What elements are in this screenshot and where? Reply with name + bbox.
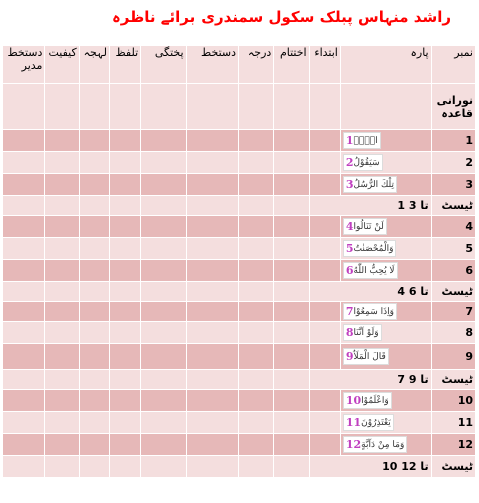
row-number: 4 [431,216,475,238]
empty-cell [141,174,186,196]
table-row [3,152,476,174]
empty-cell [239,152,274,174]
empty-cell [79,390,109,412]
empty-cell [141,390,186,412]
table-body [3,84,476,478]
para-cell [340,302,431,322]
empty-cell [186,344,238,370]
row-number: 2 [431,152,475,174]
empty-cell [45,412,79,434]
para-number: 10 [345,394,362,407]
empty-cell [309,152,340,174]
para-name: وَمَا مِنْ دَآبَّةٍ [361,439,405,450]
empty-cell [141,370,186,390]
empty-cell [309,390,340,412]
empty-cell [79,130,109,152]
empty-cell [274,302,309,322]
empty-cell [141,238,186,260]
empty-cell [239,412,274,434]
record-table [2,45,476,478]
empty-cell [239,322,274,344]
row-number: 6 [431,260,475,282]
test-label: ٹیسٹ [431,456,475,478]
empty-cell [141,412,186,434]
empty-cell [186,152,238,174]
empty-cell [79,344,109,370]
row-number: 12 [431,434,475,456]
empty-cell [79,152,109,174]
school-title: راشد منہاس پبلک سکول سمندری [201,8,451,26]
empty-cell [274,238,309,260]
para-cell [340,434,431,456]
empty-cell [3,260,45,282]
empty-cell [45,84,79,130]
empty-cell [45,174,79,196]
para-name-image [343,262,398,279]
empty-cell [45,434,79,456]
empty-cell [45,152,79,174]
empty-cell [141,322,186,344]
empty-cell [309,434,340,456]
para-name: وَاِذَا سَمِعُوْا [353,306,394,317]
para-name: وَالْمُحْصَنٰتُ [353,243,394,254]
para-number: 9 [345,350,354,363]
empty-cell [186,434,238,456]
column-header: ابتداء [309,46,340,84]
para-name-image [343,324,382,341]
empty-cell [186,84,238,130]
empty-cell [239,344,274,370]
empty-cell [45,456,79,478]
row-number: نورانی قاعدہ [431,84,475,130]
empty-cell [3,370,45,390]
purpose-title: برائے ناظرہ [112,8,196,26]
empty-cell [141,216,186,238]
test-range: 1 تا 3 [309,196,431,216]
column-header: درجہ [239,46,274,84]
table-row [3,434,476,456]
empty-cell [239,456,274,478]
empty-cell [186,130,238,152]
empty-cell [79,370,109,390]
empty-cell [79,174,109,196]
empty-cell [109,282,140,302]
table-row [3,412,476,434]
empty-cell [309,216,340,238]
empty-cell [3,216,45,238]
empty-cell [141,130,186,152]
empty-cell [79,456,109,478]
empty-cell [239,434,274,456]
table-row [3,260,476,282]
empty-cell [45,302,79,322]
empty-cell [239,84,274,130]
empty-cell [79,238,109,260]
empty-cell [109,174,140,196]
empty-cell [239,238,274,260]
empty-cell [239,390,274,412]
para-name: تِلْكَ الرُّسُلُ [353,179,395,190]
empty-cell [186,412,238,434]
row-number: 5 [431,238,475,260]
column-header: دستخط مدیر [3,46,45,84]
para-cell [340,390,431,412]
table-row [3,238,476,260]
test-label: ٹیسٹ [431,370,475,390]
empty-cell [309,84,340,130]
column-header: تلفظ [109,46,140,84]
para-name: لَنْ تَنَالُوا [353,221,384,232]
para-cell [340,216,431,238]
table-row [3,302,476,322]
empty-cell [109,238,140,260]
column-header: پارہ [340,46,431,84]
para-cell [340,84,431,130]
empty-cell [274,174,309,196]
para-cell [340,412,431,434]
empty-cell [141,152,186,174]
empty-cell [109,216,140,238]
empty-cell [274,260,309,282]
empty-cell [239,302,274,322]
table-row [3,84,476,130]
column-header: لہجہ [79,46,109,84]
empty-cell [45,216,79,238]
empty-cell [186,260,238,282]
empty-cell [274,152,309,174]
para-name: يَعْتَذِرُوْنَ [361,417,391,428]
empty-cell [109,434,140,456]
empty-cell [186,456,238,478]
column-header: کیفیت [45,46,79,84]
empty-cell [109,152,140,174]
empty-cell [3,282,45,302]
para-cell [340,322,431,344]
empty-cell [239,130,274,152]
para-name-image [343,132,381,149]
empty-cell [79,84,109,130]
row-number: 9 [431,344,475,370]
para-name: الۤمۤ [353,135,378,146]
empty-cell [79,434,109,456]
para-name-image [343,154,383,171]
empty-cell [186,282,238,302]
para-name-image [343,348,389,365]
empty-cell [309,238,340,260]
empty-cell [274,216,309,238]
test-row [3,282,476,302]
para-number: 3 [345,178,354,191]
empty-cell [239,370,274,390]
empty-cell [79,260,109,282]
empty-cell [274,282,309,302]
empty-cell [274,344,309,370]
empty-cell [141,434,186,456]
empty-cell [109,322,140,344]
empty-cell [45,196,79,216]
header-titles [0,0,479,45]
empty-cell [3,344,45,370]
empty-cell [45,370,79,390]
empty-cell [3,238,45,260]
empty-cell [186,322,238,344]
empty-cell [3,390,45,412]
para-name: وَاعْلَمُوْا [361,395,389,406]
test-range: 7 تا 9 [309,370,431,390]
empty-cell [109,390,140,412]
empty-cell [274,84,309,130]
empty-cell [3,412,45,434]
empty-cell [309,174,340,196]
empty-cell [309,302,340,322]
empty-cell [109,412,140,434]
empty-cell [45,260,79,282]
para-number: 6 [345,264,354,277]
para-cell [340,260,431,282]
empty-cell [109,370,140,390]
empty-cell [309,344,340,370]
empty-cell [3,84,45,130]
empty-cell [79,302,109,322]
empty-cell [239,174,274,196]
empty-cell [274,412,309,434]
column-header: نمبر [431,46,475,84]
empty-cell [141,282,186,302]
empty-cell [141,302,186,322]
column-header: پختگی [141,46,186,84]
para-cell [340,130,431,152]
empty-cell [186,238,238,260]
row-number: 1 [431,130,475,152]
empty-cell [141,344,186,370]
para-name: وَلَوْ اَنَّنَا [353,327,379,338]
table-row [3,216,476,238]
para-name-image [343,436,407,453]
para-name-image [343,240,397,257]
empty-cell [109,196,140,216]
empty-cell [309,322,340,344]
empty-cell [45,344,79,370]
empty-cell [79,282,109,302]
empty-cell [141,196,186,216]
empty-cell [3,434,45,456]
empty-cell [309,260,340,282]
row-number: 10 [431,390,475,412]
empty-cell [3,152,45,174]
row-number: 8 [431,322,475,344]
para-number: 2 [345,156,354,169]
column-header: دستخط [186,46,238,84]
empty-cell [79,322,109,344]
row-number: 11 [431,412,475,434]
empty-cell [45,390,79,412]
para-number: 11 [345,416,362,429]
empty-cell [186,174,238,196]
empty-cell [274,130,309,152]
test-row [3,456,476,478]
empty-cell [309,130,340,152]
para-name-image [343,176,397,193]
empty-cell [274,390,309,412]
para-name-image [343,218,387,235]
empty-cell [109,302,140,322]
empty-cell [309,412,340,434]
empty-cell [141,84,186,130]
para-name-image [343,392,392,409]
para-number: 7 [345,305,354,318]
empty-cell [3,302,45,322]
table-row [3,322,476,344]
empty-cell [109,344,140,370]
para-cell [340,152,431,174]
empty-cell [109,130,140,152]
empty-cell [274,370,309,390]
empty-cell [274,196,309,216]
empty-cell [109,84,140,130]
empty-cell [239,216,274,238]
para-cell [340,238,431,260]
empty-cell [186,196,238,216]
para-name-image [343,303,397,320]
empty-cell [3,322,45,344]
para-name: قَالَ الْمَلَاُ [353,351,386,362]
test-row [3,370,476,390]
table-row [3,130,476,152]
para-cell [340,344,431,370]
empty-cell [79,412,109,434]
para-name-image [343,414,394,431]
test-label: ٹیسٹ [431,196,475,216]
para-number: 12 [345,438,362,451]
empty-cell [45,130,79,152]
empty-cell [239,260,274,282]
empty-cell [186,302,238,322]
test-row [3,196,476,216]
test-range: 10 تا 12 [309,456,431,478]
para-cell [340,174,431,196]
para-name: لَا يُحِبُّ اللّٰهُ [353,265,395,276]
empty-cell [45,322,79,344]
empty-cell [186,216,238,238]
para-number: 4 [345,220,354,233]
empty-cell [79,196,109,216]
empty-cell [109,260,140,282]
column-header: اختتام [274,46,309,84]
empty-cell [141,456,186,478]
table-row [3,344,476,370]
empty-cell [3,130,45,152]
row-number: 3 [431,174,475,196]
empty-cell [186,370,238,390]
table-row [3,390,476,412]
empty-cell [45,282,79,302]
empty-cell [186,390,238,412]
para-number: 8 [345,326,354,339]
para-name: سَيَقُوْلُ [353,157,380,168]
table-row [3,174,476,196]
test-range: 4 تا 6 [309,282,431,302]
empty-cell [274,434,309,456]
empty-cell [109,456,140,478]
test-label: ٹیسٹ [431,282,475,302]
empty-cell [274,456,309,478]
header-row [3,46,476,84]
para-number: 1 [345,134,354,147]
empty-cell [239,196,274,216]
row-number: 7 [431,302,475,322]
empty-cell [3,456,45,478]
para-number: 5 [345,242,354,255]
empty-cell [45,238,79,260]
empty-cell [274,322,309,344]
empty-cell [79,216,109,238]
empty-cell [141,260,186,282]
empty-cell [3,196,45,216]
empty-cell [239,282,274,302]
empty-cell [3,174,45,196]
